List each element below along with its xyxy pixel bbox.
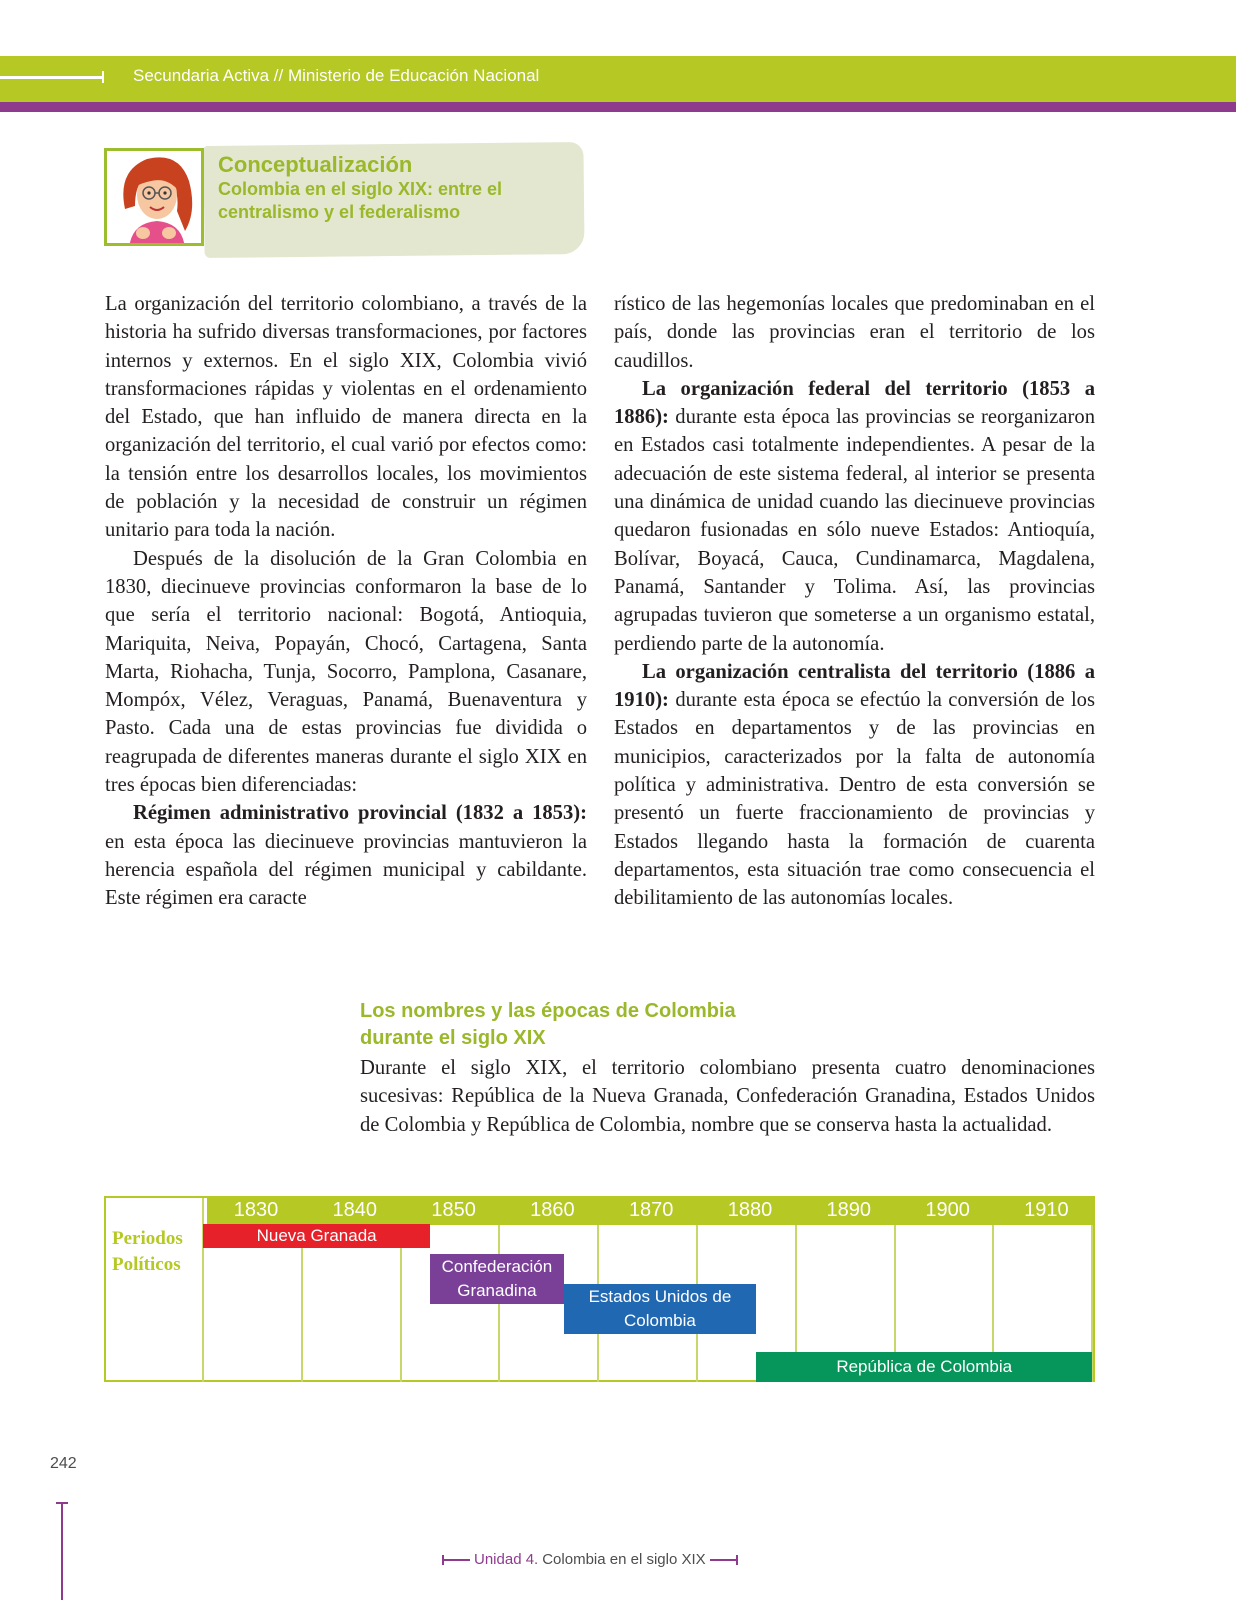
left-column [105,290,587,913]
header-rule [0,76,104,79]
timeline-year-label: 1890 [826,1199,872,1221]
period-label-line-1: Confederación [441,1257,553,1276]
timeline-year-label: 1910 [1024,1199,1069,1221]
footer-unit-label: Unidad 4. [474,1551,539,1568]
federal-heading: La organización federal del territorio (1853 a 1886): [614,377,1095,429]
period-label-line-1: Estados Unidos de [588,1287,732,1306]
political-periods-timeline [104,1196,1095,1382]
row-label-line-1: Periodos [112,1228,183,1249]
period-label [442,1255,553,1303]
paragraph-continuation: rístico de las hegemonías locales que predominaban en el país, donde las provincias eran el territorio de los caudillos. [614,293,1095,372]
paragraph-provincial-regime [105,799,587,912]
period-label: República de Colombia [836,1357,1013,1376]
names-section-body: Durante el siglo XIX, el territorio colombiano presenta cuatro denominaciones sucesivas: República de la Nueva Granada, Confederación Granadina, Estados Unidos de Colombia y República de Colombia, nombre que se conserva hasta la actualidad. [360,1057,1095,1136]
period-bar [430,1254,563,1304]
timeline-year-label: 1900 [925,1199,970,1221]
avatar [104,148,204,246]
period-bar [756,1352,1092,1382]
timeline-year-label: 1870 [628,1199,674,1221]
paragraph-centralist [614,658,1095,913]
header-rule-tick [102,71,104,83]
teacher-avatar-illustration [107,151,204,246]
timeline-year-label: 1830 [233,1199,279,1221]
timeline-year-label: 1880 [727,1199,773,1221]
timeline-year-label: 1860 [530,1199,575,1221]
provincial-regime-text: en esta época las diecinueve provincias mantuvieron la herencia española del régimen municipal y cabildante. Este régimen era caracte [105,830,587,910]
period-label-line-2: Colombia [624,1311,696,1330]
period-label: Nueva Granada [256,1226,377,1245]
section-subtitle-line-2: centralismo y el federalismo [218,202,461,222]
footer-rule-right [710,1559,738,1561]
series-title: Secundaria Activa // Ministerio de Educación Nacional [133,66,540,85]
footer-unit-title: Colombia en el siglo XIX [542,1551,706,1568]
period-label [589,1285,732,1333]
names-section-title [360,998,800,1052]
provincial-regime-heading: Régimen administrativo provincial (1832 a 1853): [133,802,587,825]
section-subtitle-line-1: Colombia en el siglo XIX: entre el [218,179,503,199]
footer-unit [442,1551,738,1568]
timeline-year-label: 1840 [332,1199,378,1221]
centralist-text: durante esta época se efectúo la conversión de los Estados en departamentos y de las provincias en municipios, caracterizados por la falta de autonomía política y administrativa. Dentro de esta conversión se presentó un fuerte fraccionamiento de provincias y Estados llegando hasta la formación de cuarenta departamentos, esta situación trae como consecuencia el debilitamiento de las autonomías locales. [614,689,1095,910]
centralist-heading: La organización centralista del territorio (1886 a 1910): [614,660,1095,712]
page-number: 242 [50,1455,77,1472]
timeline-row-label [112,1226,183,1278]
paragraph-provinces: Después de la disolución de la Gran Colombia en 1830, diecinueve provincias conformaron la base de lo que sería el territorio nacional: Bogotá, Antioquia, Mariquita, Neiva, Popayán, Chocó, Cartagena, Santa Marta, Riohacha, Tunja, Socorro, Pamplona, Casanare, Mompóx, Vélez, Veraguas, Panamá, Buenaventura y Pasto. Cada una de estas provincias fue dividida o reagrupada de diferentes maneras durante el siglo XIX en tres épocas bien diferenciadas: [105,547,587,797]
row-label-line-2: Políticos [112,1254,181,1275]
right-column [614,290,1095,913]
names-title-line-1: Los nombres y las épocas de Colombia [360,1000,736,1022]
section-subtitle [218,178,558,224]
period-bar [203,1224,430,1248]
footer-rule-left [442,1559,470,1561]
paragraph-intro: La organización del territorio colombiano, a través de la historia ha sufrido diversas transformaciones, por factores internos y externos. En el siglo XIX, Colombia vivió transformaciones rápidas y violentas en el ordenamiento del Estado, que han influido de manera directa en la organización del territorio, el cual varió por efectos como: la tensión entre los desarrollos locales, los movimientos de población y la necesidad de construir un régimen unitario para toda la nación. [105,293,587,542]
side-rule [61,1503,63,1600]
period-label-line-2: Granadina [457,1281,537,1300]
timeline-year-header [207,1198,1095,1225]
timeline-year-label: 1850 [431,1199,476,1221]
names-title-line-2: durante el siglo XIX [360,1027,546,1049]
section-title: Conceptualización [218,152,413,177]
paragraph-federal [614,375,1095,658]
federal-text: durante esta época las provincias se reorganizaron en Estados casi totalmente independientes. A pesar de la adecuación de este sistema federal, al interior se presenta una dinámica de unidad cuando las diecinueve provincias quedaron fusionadas en sólo nueve Estados: Antioquía, Bolívar, Boyacá, Cauca, Cundinamarca, Magdalena, Panamá, Santander y Tolima. Así, las provincias agrupadas tuvieron que someterse a un organismo estatal, perdiendo parte de la autonomía. [614,406,1095,655]
header-accent-bar [0,102,1236,112]
period-bar [564,1284,757,1334]
